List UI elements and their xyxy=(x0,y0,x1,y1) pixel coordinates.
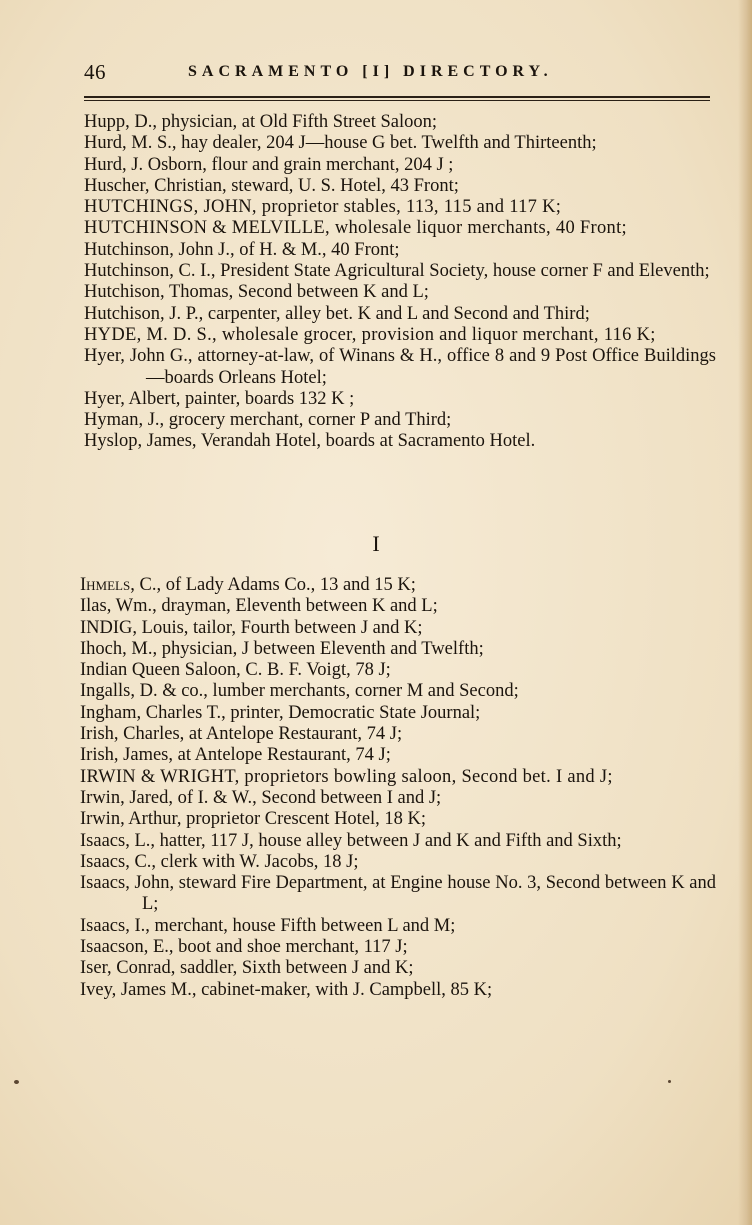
directory-entry: Hutchison, Thomas, Second between K and L; xyxy=(84,282,429,303)
directory-entry xyxy=(80,575,716,596)
page-header xyxy=(84,60,710,94)
directory-entry: Ivey, James M., cabinet-maker, with J. Campbell, 85 K; xyxy=(80,979,493,1000)
directory-entry: HUTCHINGS, JOHN, proprietor stables, 113, 115 and 117 K; xyxy=(84,197,562,218)
section-heading: I xyxy=(372,531,380,556)
directory-entry: Ingham, Charles T., printer, Democratic State Journal; xyxy=(80,702,481,723)
directory-entry: Hupp, D., physician, at Old Fifth Street Saloon; xyxy=(84,112,438,132)
header-rule-thin xyxy=(84,100,710,101)
directory-entry: Hutchinson, John J., of H. & M., 40 Front; xyxy=(84,239,400,260)
entry-surname: Ihmels xyxy=(80,575,131,595)
directory-entry: Irwin, Arthur, proprietor Crescent Hotel, 18 K; xyxy=(80,809,427,830)
directory-entry: Isaacs, L., hatter, 117 J, house alley between J and K and Fifth and Sixth; xyxy=(80,830,622,851)
directory-entry: Isaacs, John, steward Fire Department, at Engine house No. 3, Second between K and L; xyxy=(80,873,716,915)
running-title: SACRAMENTO [I] DIRECTORY. xyxy=(188,63,553,80)
directory-entry: Ilas, Wm., drayman, Eleventh between K and L; xyxy=(80,596,438,617)
directory-entry: Irwin, Jared, of I. & W., Second between I and J; xyxy=(80,787,442,808)
directory-entry: Hutchinson, C. I., President State Agricultural Society, house corner F and Eleventh; xyxy=(84,261,710,282)
directory-entry: Hyman, J., grocery merchant, corner P and Third; xyxy=(84,410,452,431)
directory-entries-h xyxy=(84,112,716,453)
directory-entry: Huscher, Christian, steward, U. S. Hotel, 43 Front; xyxy=(84,175,459,196)
directory-entry: Isaacson, E., boot and shoe merchant, 117 J; xyxy=(80,937,408,958)
page-edge-shadow xyxy=(738,0,752,1225)
directory-entry: Irish, Charles, at Antelope Restaurant, 74 J; xyxy=(80,724,403,745)
page-number: 46 xyxy=(84,60,106,84)
directory-entry: Hyslop, James, Verandah Hotel, boards at Sacramento Hotel. xyxy=(84,431,536,452)
paper-speck xyxy=(668,1080,671,1083)
directory-entry: Isaacs, I., merchant, house Fifth between L and M; xyxy=(80,915,456,936)
directory-entry: Isaacs, C., clerk with W. Jacobs, 18 J; xyxy=(80,851,359,872)
directory-entry: IRWIN & WRIGHT, proprietors bowling saloon, Second bet. I and J; xyxy=(80,766,613,787)
directory-entry: Ingalls, D. & co., lumber merchants, corner M and Second; xyxy=(80,681,519,702)
directory-entry: Ihoch, M., physician, J between Eleventh and Twelfth; xyxy=(80,638,484,659)
directory-entry: HYDE, M. D. S., wholesale grocer, provision and liquor merchant, 116 K; xyxy=(84,324,656,345)
directory-entry: INDIG, Louis, tailor, Fourth between J and K; xyxy=(80,617,423,638)
directory-entry: Hyer, John G., attorney-at-law, of Winans & H., office 8 and 9 Post Office Buildings—boards Orleans Hotel; xyxy=(84,346,716,388)
entry-details: , C., of Lady Adams Co., 13 and 15 K; xyxy=(130,575,416,595)
directory-entry: Iser, Conrad, saddler, Sixth between J and K; xyxy=(80,958,414,979)
directory-entry: HUTCHINSON & MELVILLE, wholesale liquor merchants, 40 Front; xyxy=(84,218,627,239)
directory-entries-i xyxy=(80,575,716,1001)
directory-entry: Irish, James, at Antelope Restaurant, 74 J; xyxy=(80,745,391,766)
directory-entry: Hurd, M. S., hay dealer, 204 J—house G bet. Twelfth and Thirteenth; xyxy=(84,133,597,154)
header-rule xyxy=(84,96,710,98)
directory-entry: Indian Queen Saloon, C. B. F. Voigt, 78 J; xyxy=(80,660,391,681)
paper-speck xyxy=(14,1080,19,1084)
directory-entry: Hutchison, J. P., carpenter, alley bet. K and L and Second and Third; xyxy=(84,303,590,324)
directory-entry: Hyer, Albert, painter, boards 132 K ; xyxy=(84,388,355,409)
directory-entry: Hurd, J. Osborn, flour and grain merchant, 204 J ; xyxy=(84,154,454,175)
